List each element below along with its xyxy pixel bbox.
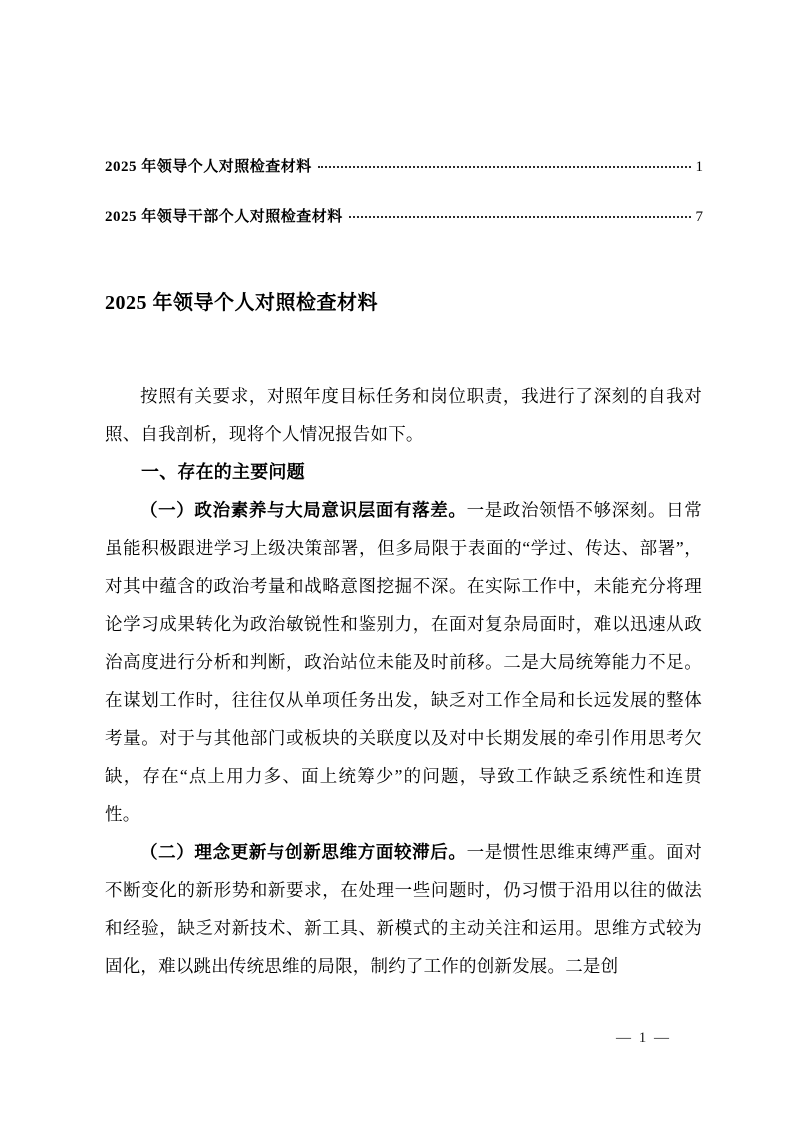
document-body (105, 377, 702, 985)
section-heading: 一、存在的主要问题 (141, 462, 305, 482)
toc-entry[interactable] (105, 155, 703, 176)
toc-dot-leader (349, 216, 691, 218)
toc-entry-page-number: 1 (695, 159, 703, 175)
toc-entry-label: 2025 年领导个人对照检查材料 (105, 159, 312, 175)
toc-entry-label: 2025 年领导干部个人对照检查材料 (105, 209, 343, 225)
document-title: 2025 年领导个人对照检查材料 (105, 292, 378, 314)
footer-page-number: — 1 — (616, 1030, 671, 1046)
toc-entry[interactable] (105, 205, 703, 226)
paragraph-item-1 (105, 491, 702, 833)
toc-entry-page-number: 7 (695, 209, 703, 225)
paragraph-item-1-lead: （一）政治素养与大局意识层面有落差。 (140, 500, 467, 520)
intro-paragraph: 按照有关要求，对照年度目标任务和岗位职责，我进行了深刻的自我对照、自我剖析，现将个人情况报告如下。 (105, 386, 702, 444)
paragraph-item-2-lead: （二）理念更新与创新思维方面较滞后。 (140, 842, 467, 862)
paragraph-item-2 (105, 833, 702, 985)
paragraph-item-2-text: 一是惯性思维束缚严重。面对不断变化的新形势和新要求，在处理一些问题时，仍习惯于沿用以往的做法和经验，缺乏对新技术、新工具、新模式的主动关注和运用。思维方式较为固化，难以跳出传统思维的局限，制约了工作的创新发展。二是创 (105, 842, 702, 976)
table-of-contents (105, 155, 703, 255)
paragraph-item-1-text: 一是政治领悟不够深刻。日常虽能积极跟进学习上级决策部署，但多局限于表面的“学过、传达、部署”，对其中蕴含的政治考量和战略意图挖掘不深。在实际工作中，未能充分将理论学习成果转化为政治敏锐性和鉴别力，在面对复杂局面时，难以迅速从政治高度进行分析和判断，政治站位未能及时前移。二是大局统筹能力不足。在谋划工作时，往往仅从单项任务出发，缺乏对工作全局和长远发展的整体考量。对于与其他部门或板块的关联度以及对中长期发展的牵引作用思考欠缺，存在“点上用力多、面上统筹少”的问题，导致工作缺乏系统性和连贯性。 (105, 500, 702, 824)
toc-dot-leader (318, 166, 691, 168)
